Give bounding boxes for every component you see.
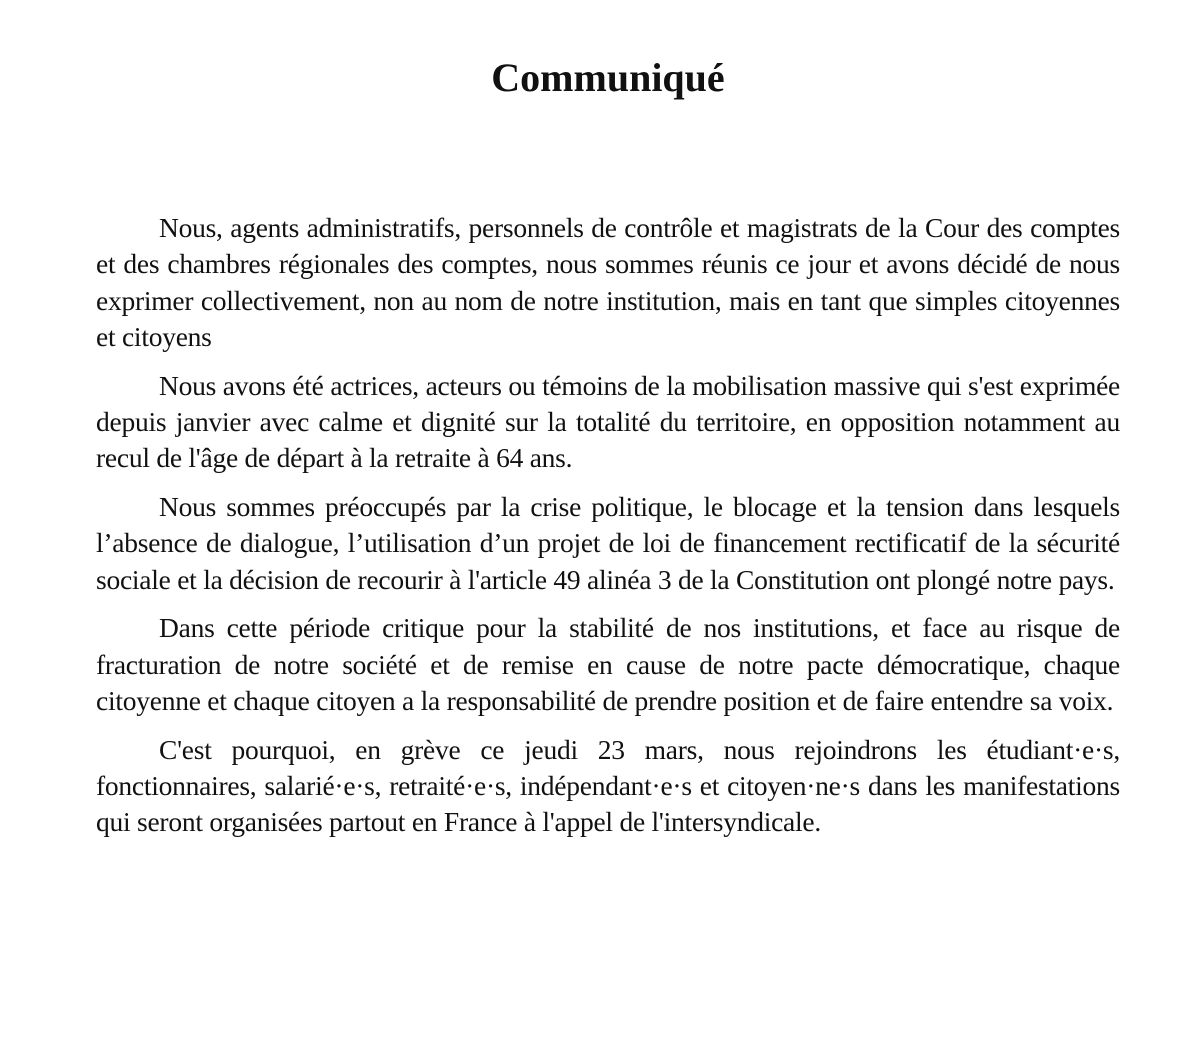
paragraph-1: Nous, agents administratifs, personnels de contrôle et magistrats de la Cour des comptes et des chambres régionales des comptes, nous sommes réunis ce jour et avons décidé de nous exprimer collectivement, non au nom de notre institution, mais en tant que simples citoyennes et citoyens: [96, 212, 1120, 352]
paragraph-2: Nous avons été actrices, acteurs ou témoins de la mobilisation massive qui s'est exprimée depuis janvier avec calme et dignité sur la totalité du territoire, en opposition notamment au recul de l'âge de départ à la retraite à 64 ans.: [96, 369, 1120, 474]
document-body: [96, 210, 1120, 853]
paragraph-3: Nous sommes préoccupés par la crise politique, le blocage et la tension dans lesquels l’absence de dialogue, l’utilisation d’un projet de loi de financement rectificatif de la sécurité sociale et la décision de recourir à l'article 49 alinéa 3 de la Constitution ont plongé notre pays.: [96, 491, 1120, 595]
paragraph-5: C'est pourquoi, en grève ce jeudi 23 mars, nous rejoindrons les étudiant·e·s, fonctionnaires, salarié·e·s, retraité·e·s, indépendant·e·s et citoyen·ne·s dans les manifestations qui seront organisées partout en France à l'appel de l'intersyndicale.: [96, 733, 1120, 838]
document-title: Communiqué: [491, 55, 725, 100]
paragraph-4: Dans cette période critique pour la stabilité de nos institutions, et face au risque de fracturation de notre société et de remise en cause de notre pacte démocratique, chaque citoyenne et chaque citoyen a la responsabilité de prendre position et de faire entendre sa voix.: [96, 612, 1120, 717]
